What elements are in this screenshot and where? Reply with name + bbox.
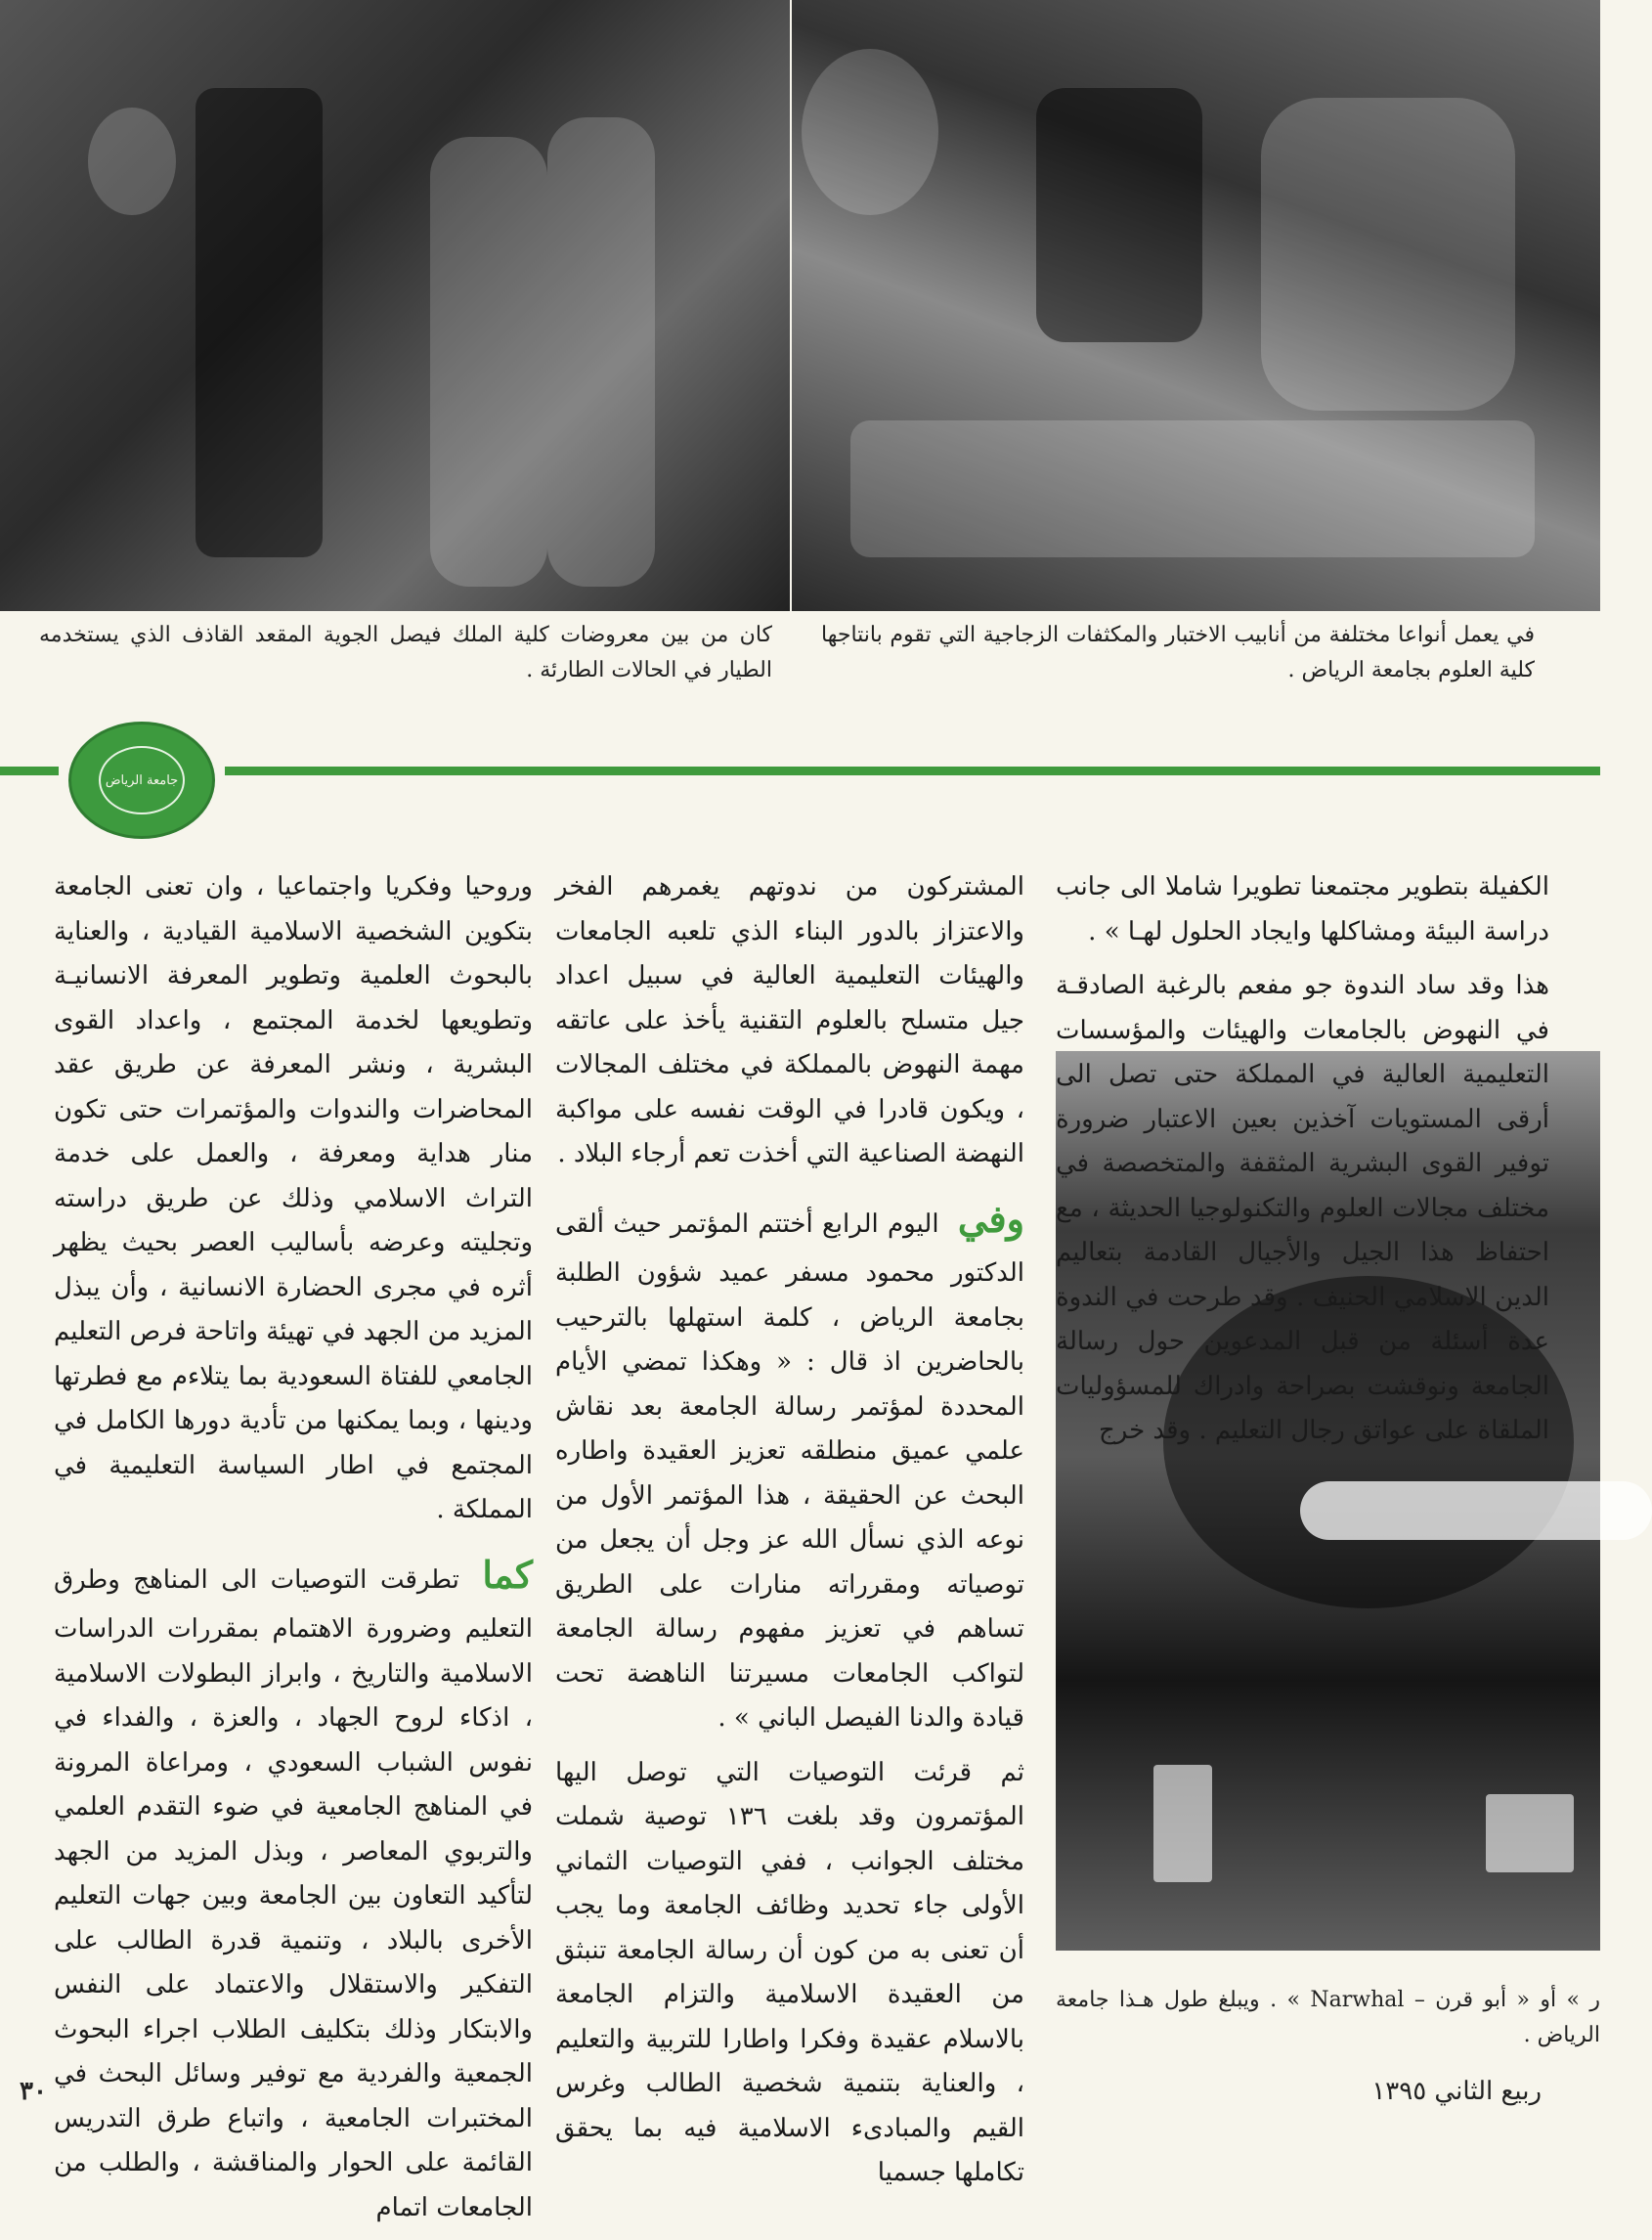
paragraph: [54, 1543, 533, 2231]
article-column-middle: [555, 865, 1024, 2206]
caption-narwhal: ر » أو « أبو قرن – Narwhal » . ويبلغ طول هـذا جامعة الرياض .: [1056, 1988, 1600, 2048]
university-emblem-logo: [68, 722, 215, 839]
emblem-text: جامعة الرياض: [105, 772, 179, 788]
lead-word: وفي: [957, 1196, 1025, 1241]
divider-rule-left: [0, 767, 59, 775]
photo-ejection-seat-exhibit: [0, 0, 790, 611]
divider-rule-right: [225, 767, 1600, 775]
paragraph: [555, 1187, 1024, 1741]
caption-ejection-seat: كان من بين معروضات كلية الملك فيصل الجوية المقعد القاذف الذي يستخدمه الطيار في الحالات الطارئة .: [39, 623, 772, 683]
issue-date: ربيع الثاني ١٣٩٥: [1371, 2077, 1542, 2106]
paragraph: الكفيلة بتطوير مجتمعنا تطويرا شاملا الى جانب دراسة البيئة ومشاكلها وايجاد الحلول لهـا » .: [1056, 872, 1549, 946]
photo-glassware-exhibit: [792, 0, 1600, 611]
paragraph: هذا وقد ساد الندوة جو مفعم بالرغبة الصادقـة في النهوض بالجامعات والهيئات والمؤسسات التعليمية العالية في المملكة حتى تصل الى أرقى المستويات آخذين بعين الاعتبار ضرورة توفير القوى البشرية المثقفة والمتخصصة في مختلف مجالات العلوم والتكنولوجيا الحديثة ، مع احتفاظ هذا الجيل والأجيال القادمة بتعاليم الدين الاسلامي الحنيف . وقد طرحت في الندوة عدة أسئلة من قبل المدعوين حول رسالة الجامعة ونوقشت بصراحة وادراك للمسؤوليات الملقاة على عواتق رجال التعليم . وقد خرج: [1056, 971, 1549, 1445]
emblem-inner-ring: [99, 746, 185, 814]
paragraph: المشتركون من ندوتهم يغمرهم الفخر والاعتزاز بالدور البناء الذي تلعبه الجامعات والهيئات التعليمية العالية في سبيل اعداد جيل متسلح بالعلوم التقنية يأخذ على عاتقه مهمة النهوض بالمملكة في مختلف المجالات ، ويكون قادرا في الوقت نفسه على مواكبة النهضة الصناعية التي أخذت تعم أرجاء البلاد .: [555, 872, 1024, 1168]
paragraph-text: تطرقت التوصيات الى المناهج وطرق التعليم وضرورة الاهتمام بمقررات الدراسات الاسلامية والتاريخ ، وابراز البطولات الاسلامية ، اذكاء لروح الجهاد ، والعزة ، والفداء في نفوس الشباب السعودي ، ومراعاة المرونة في المناهج الجامعية في ضوء التقدم العلمي والتربوي المعاصر ، وبذل المزيد من الجهد لتأكيد التعاون بين الجامعة وبين جهات التعليم الأخرى بالبلاد ، وتنمية قدرة الطالب على التفكير والاستقلال والاعتماد على النفس والابتكار وذلك بتكليف الطلاب اجراء البحوث الجمعية والفردية مع توفير وسائل البحث في المختبرات الجامعية ، واتباع طرق التدريس القائمة على الحوار والمناقشة ، والطلب من الجامعات اتمام: [54, 1564, 533, 2222]
paragraph: وروحيا وفكريا واجتماعيا ، وان تعنى الجامعة بتكوين الشخصية الاسلامية القيادية ، والعناية بالبحوث العلمية وتطوير المعرفة الانسانيـة وتطويعها لخدمة المجتمع ، واعداد القوى البشرية ، ونشر المعرفة عن طريق عقد المحاضرات والندوات والمؤتمرات حتى تكون منار هداية ومعرفة ، والعمل على خدمة التراث الاسلامي وذلك عن طريق دراسته وتجليته وعرضه بأساليب العصر بحيث يظهر أثره في مجرى الحضارة الانسانية ، وأن يبذل المزيد من الجهد في تهيئة واتاحة فرص التعليم الجامعي للفتاة السعودية بما يتلاءم مع فطرتها ودينها ، وبما يمكنها من تأدية دورها الكامل في المجتمع في اطار السياسة التعليمية في المملكة .: [54, 872, 533, 1524]
page-number: ٣٠: [20, 2077, 47, 2106]
caption-glassware: في يعمل أنواعا مختلفة من أنابيب الاختبار والمكثفات الزجاجية التي تقوم بانتاجها كلية العلوم بجامعة الرياض .: [821, 623, 1535, 683]
lead-word: كما: [482, 1552, 533, 1597]
article-column-left: [54, 865, 533, 2240]
article-column-right: [1056, 865, 1549, 1464]
paragraph-text: اليوم الرابع أختتم المؤتمر حيث ألقى الدكتور محمود مسفر عميد شؤون الطلبة بجامعة الرياض ، كلمة استهلها بالترحيب بالحاضرين اذ قال : « وهكذا تمضي الأيام المحددة لمؤتمر رسالة الجامعة بعد نقاش علمي عميق منطلقه تعزيز العقيدة واطاره البحث عن الحقيقة ، هذا المؤتمر الأول من نوعه الذي نسأل الله عز وجل أن يجعل من توصياته ومقرراته منارات على الطريق تساهم في تعزيز مفهوم رسالة الجامعة لتواكب الجامعات مسيرتنا الناهضة تحت قيادة والدنا الفيصل الباني » .: [555, 1208, 1024, 1733]
paragraph: ثم قرئت التوصيات التي توصل اليها المؤتمرون وقد بلغت ١٣٦ توصية شملت مختلف الجوانب ، ففي التوصيات الثماني الأولى جاء تحديد وظائف الجامعة وما يجب أن تعنى به من كون أن رسالة الجامعة تنبثق من العقيدة الاسلامية والتزام الجامعة بالاسلام عقيدة وفكرا واطارا للتربية والتعليم ، والعناية بتنمية شخصية الطالب وغرس القيم والمبادىء الاسلامية فيه بما يحقق تكاملها جسميا: [555, 1757, 1025, 2187]
